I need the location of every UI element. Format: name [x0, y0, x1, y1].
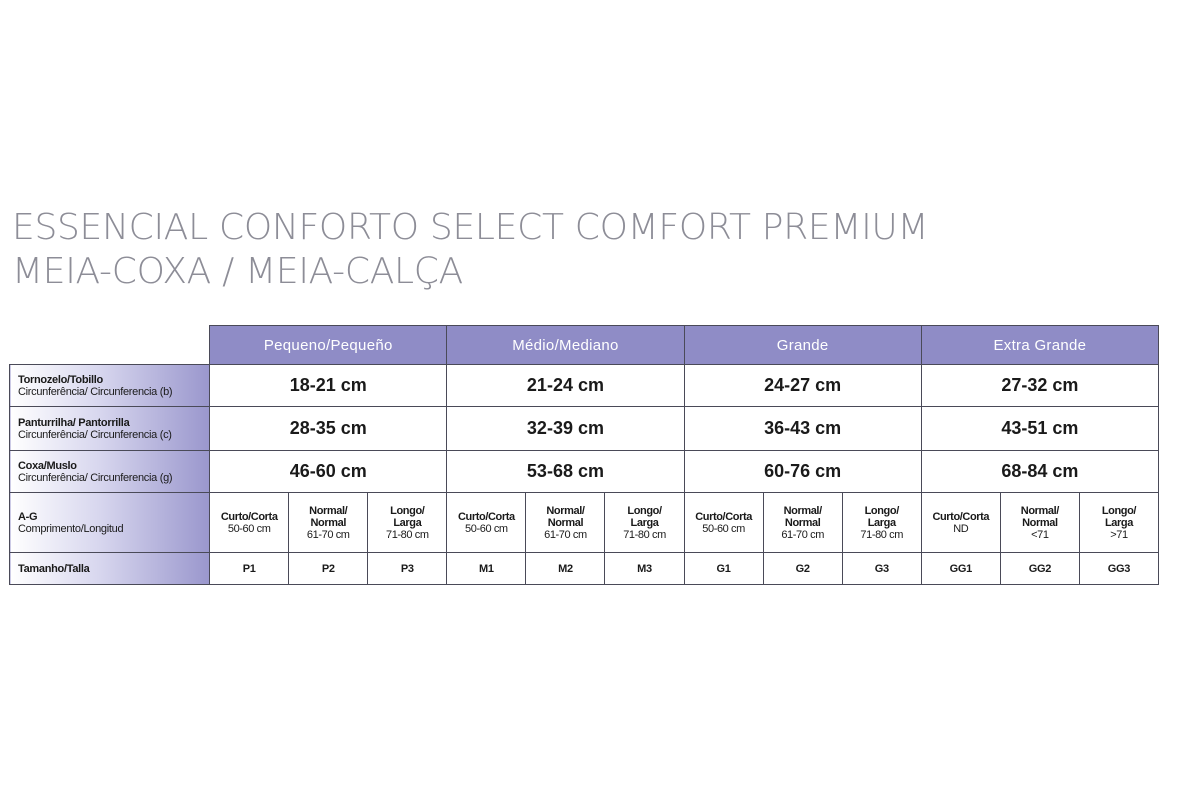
length-name: Longo/ — [390, 504, 425, 517]
size-code: GG2 — [1000, 553, 1079, 585]
length-cell — [1079, 493, 1158, 553]
length-range: ND — [953, 522, 969, 535]
length-name: Normal/ — [546, 504, 585, 517]
size-code: P3 — [368, 553, 447, 585]
length-cell — [763, 493, 842, 553]
row-label: A-G — [18, 510, 38, 523]
size-header-pequeno: Pequeno/Pequeño — [210, 326, 447, 365]
length-name: Longo/ — [1101, 504, 1137, 517]
ankle-value-medio: 21-24 cm — [447, 365, 684, 407]
length-cell — [526, 493, 605, 553]
length-cell — [842, 493, 921, 553]
table-row-thigh — [10, 451, 1159, 493]
size-code: M3 — [605, 553, 684, 585]
length-name-2: Normal — [784, 516, 821, 529]
length-name: Normal/ — [309, 504, 348, 517]
length-name: Curto/Corta — [932, 510, 990, 523]
size-code: P1 — [210, 553, 289, 585]
size-header-extra-grande: Extra Grande — [921, 326, 1158, 365]
size-code: P2 — [289, 553, 368, 585]
thigh-value-grande: 60-76 cm — [684, 451, 921, 493]
length-cell — [289, 493, 368, 553]
calf-value-extra-grande: 43-51 cm — [921, 407, 1158, 451]
length-range: 50-60 cm — [227, 522, 271, 535]
size-header-medio: Médio/Mediano — [447, 326, 684, 365]
size-header-grande: Grande — [684, 326, 921, 365]
length-name-2: Larga — [393, 516, 422, 529]
row-label: Tamanho/Talla — [18, 562, 90, 575]
row-sublabel: Circunferência/ Circunferencia (c) — [18, 428, 172, 441]
size-code: G2 — [763, 553, 842, 585]
length-cell — [1000, 493, 1079, 553]
size-code: M2 — [526, 553, 605, 585]
table-row-length — [10, 493, 1159, 553]
length-name: Normal/ — [783, 504, 822, 517]
length-range: 71-80 cm — [385, 528, 429, 541]
row-header-length — [10, 493, 210, 553]
thigh-value-extra-grande: 68-84 cm — [921, 451, 1158, 493]
length-cell — [684, 493, 763, 553]
page-title — [12, 206, 928, 294]
length-range: <71 — [1031, 528, 1049, 541]
length-range: 50-60 cm — [465, 522, 508, 535]
title-line-2: MEIA-COXA / MEIA-CALÇA — [12, 251, 463, 292]
size-header-row — [10, 326, 1159, 365]
length-range: 61-70 cm — [544, 528, 587, 541]
length-name-2: Larga — [1104, 516, 1133, 529]
ankle-value-extra-grande: 27-32 cm — [921, 365, 1158, 407]
thigh-value-pequeno: 46-60 cm — [210, 451, 447, 493]
title-line-1: ESSENCIAL CONFORTO SELECT COMFORT PREMIUM — [12, 207, 929, 248]
row-label: Tornozelo/Tobillo — [18, 373, 103, 386]
calf-value-medio: 32-39 cm — [447, 407, 684, 451]
ankle-value-pequeno: 18-21 cm — [210, 365, 447, 407]
table-row-calf — [10, 407, 1159, 451]
calf-value-grande: 36-43 cm — [684, 407, 921, 451]
length-name-2: Larga — [630, 516, 659, 529]
length-range: 61-70 cm — [781, 528, 824, 541]
calf-value-pequeno: 28-35 cm — [210, 407, 447, 451]
length-cell — [921, 493, 1000, 553]
length-name: Curto/Corta — [695, 510, 752, 523]
length-range: >71 — [1110, 528, 1128, 541]
length-name: Longo/ — [864, 504, 899, 517]
length-name-2: Normal — [547, 516, 584, 529]
length-range: 71-80 cm — [623, 528, 666, 541]
size-code: G3 — [842, 553, 921, 585]
length-cell — [368, 493, 447, 553]
row-sublabel: Comprimento/Longitud — [18, 522, 124, 535]
length-cell — [210, 493, 289, 553]
size-code: GG1 — [921, 553, 1000, 585]
length-name: Normal/ — [1020, 504, 1059, 517]
row-label: Coxa/Muslo — [18, 459, 77, 472]
length-name: Curto/Corta — [458, 510, 515, 523]
length-range: 71-80 cm — [860, 528, 904, 541]
length-name: Longo/ — [627, 504, 662, 517]
table-row-size — [10, 553, 1159, 585]
row-header-thigh — [10, 451, 210, 493]
length-cell — [447, 493, 526, 553]
row-sublabel: Circunferência/ Circunferencia (b) — [18, 385, 173, 398]
corner-cell — [10, 326, 210, 365]
length-range: 50-60 cm — [702, 522, 745, 535]
length-name-2: Normal — [310, 516, 346, 529]
length-name: Curto/Corta — [220, 510, 278, 523]
size-code: GG3 — [1079, 553, 1158, 585]
size-chart-table — [9, 325, 1159, 585]
row-header-ankle — [10, 365, 210, 407]
length-name-2: Normal — [1022, 516, 1058, 529]
table-row-ankle — [10, 365, 1159, 407]
length-range: 61-70 cm — [306, 528, 350, 541]
row-sublabel: Circunferência/ Circunferencia (g) — [18, 471, 173, 484]
row-label: Panturrilha/ Pantorrilla — [18, 416, 130, 429]
size-code: M1 — [447, 553, 526, 585]
ankle-value-grande: 24-27 cm — [684, 365, 921, 407]
size-code: G1 — [684, 553, 763, 585]
row-header-calf — [10, 407, 210, 451]
length-name-2: Larga — [867, 516, 896, 529]
length-cell — [605, 493, 684, 553]
row-header-size — [10, 553, 210, 585]
thigh-value-medio: 53-68 cm — [447, 451, 684, 493]
